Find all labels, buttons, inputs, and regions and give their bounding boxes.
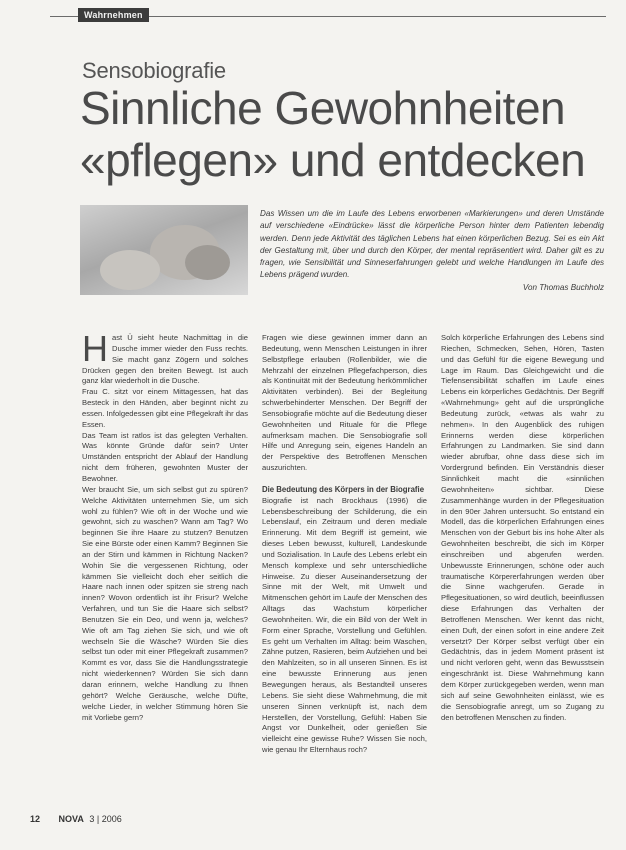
paragraph: Hast Ü sieht heute Nachmittag in die Dusche immer wieder den Fuss rechts. Sie macht ganz Zögern und solches Drücken gegen den breiten Bewegt. Ist auch ganz klar wiederholt in die Dusche. xyxy=(82,328,248,386)
drop-cap: H xyxy=(82,328,108,369)
photo-hand-shape xyxy=(100,250,160,290)
article-title-line-2: «pflegen» und entdecken xyxy=(80,134,586,186)
article-author: Von Thomas Buchholz xyxy=(522,282,604,292)
paragraph: Frau C. sitzt vor einem Mittagessen, hat das Besteck in den Händen, aber beginnt nicht zu essen. Infolgedessen gibt eine Pflegekraft ihr das Essen. xyxy=(82,387,248,429)
section-rubric: Wahrnehmen xyxy=(78,8,149,22)
issue-number: 3 | 2006 xyxy=(89,814,122,824)
paragraph: Biografie ist nach Brockhaus (1996) die Lebensbeschreibung der Schilderung, die ein Lebenslauf, ein Zeitraum und deren mediale Erinnerung. Mit dem Begriff ist gemeint, wie dieses Leben bewusst, kulturell, Landeskunde und Sozialisation. In Laufe des Lebens erlebt ein Mensch komplexe und sehr unterschiedliche Hinweise. Zu dieser Auseinandersetzung der Sinne mit der Welt, mit Umwelt und Mitmenschen gehört im Laufe der Menschen des Alltags das Wachstum körperlicher Gewohnheiten. Wir, die ein Bild von der Welt in Form einer Sprache, Vorstellung und Gefühlen. Es geht um Verhalten im Alltag: beim Waschen, Zähne putzen, Rasieren, beim Aufziehen und bei den Mahlzeiten, so in all unseren Sinnen. Es ist eine bewusste Erinnerung aus jenen Bewegungen heraus, als Bestandteil unseres Lebens. Sie sieht diese Wahrnehmung, die mit unseren Sinnen verknüpft ist, nach dem Herstellen, der Vorstellung, Gefühl: Haben Sie Angst vor Dunkelheit, oder genießen Sie vielleicht eine gewisse Ruhe? Wissen Sie noch, wie genau Ihr Elternhaus roch? xyxy=(262,495,427,755)
article-lead xyxy=(260,208,604,294)
article-title xyxy=(80,82,585,186)
page-footer xyxy=(30,814,122,824)
paragraph: Solch körperliche Erfahrungen des Lebens sind Riechen, Schmecken, Sehen, Hören, Tasten und das Gefühl für die eigene Bewegung und Lage im Raum. Das Gleichgewicht und die Tiefensensibilität schaffen im Laufe eines Lebens ein körperliches Gedächtnis. Der Begriff «Wahrnehmung» geht auf die ursprüngliche Bedeutung zurück, «etwas als wahr zu nehmen». In den Augenblick des ruhigen Erinnerns werden diese körperlichen Erfahrungen zu Landmarken. Sie sind dann wieder abrufbar, ohne dass diese sich im Vordergrund befinden. Ein Verständnis dieser Sinnlichkeit macht die «sinnlichen Gewohnheiten» sichtbar. Diese Zusammenhänge wurden in der Pflegesituation in den 90er Jahren untersucht. So entstand ein Modell, das die körperlichen Erfahrungen eines Menschen von der Geburt bis ins hohe Alter als Gewohnheiten beschreibt, die sich im Körper einschreiben und abgerufen werden. Unbewusste Erinnerungen, schöne oder auch traumatische Körpererfahrungen werden über die Sinne wachgerufen. Gerade in Pflegesituationen, so wird deutlich, beeinflussen diese Erfahrungen das Verhalten der Betroffenen Menschen. Wer kennt das nicht, einen Duft, der einen sofort in eine andere Zeit versetzt? Der Körper selbst verfügt über ein Gedächtnis, das in jedem Moment präsent ist und nicht verloren geht, wenn das Bewusstsein eingeschränkt ist. Diese Wahrnehmung kann dem Körper zurückgegeben werden, wenn man sich auf seine Gewohnheiten einlässt, wie es die Sensobiografie anregt, um so Zugang zu den betroffenen Menschen zu finden. xyxy=(441,333,604,722)
article-title-line-1: Sinnliche Gewohnheiten xyxy=(80,82,566,134)
photo-hand-shape xyxy=(185,245,230,280)
spacer xyxy=(262,474,427,485)
page-number: 12 xyxy=(30,814,41,824)
paragraph: Das Team ist ratlos ist das gelegten Verhalten. Was könnte Gründe dafür sein? Unter Umständen entspricht der Ablauf der Handlung nicht dem früheren, gewohnten Muster der Bewohner. xyxy=(82,430,248,483)
paragraph: Fragen wie diese gewinnen immer dann an Bedeutung, wenn Menschen Leistungen in ihrer Selbstpflege erlauben (Rollenbilder, wie die Mehrzahl der einzelnen Pflegefachperson, dies als Kontinuität mit der Bedeutung herkömmlicher Aktivitäten verbinden). Bei der Begleitung schwerbehinderter Menschen. Der Begriff der Sensobiografie möchte auf die Bedeutung dieser Gewohnheiten und Rituale für die Pflege aufmerksam machen. Die Sensobiografie soll Hilfe und Anregung sein, eigenes Handeln an der Perspektive des Betroffenen Menschen auszurichten. xyxy=(262,333,427,473)
lead-text: Das Wissen um die im Laufe des Lebens erworbenen «Markierungen» und deren Umstände auf verschiedene «Eindrücke» lässt die körperliche Person hinter dem Patienten lebendig werden. Denn jede Aktivität des täglichen Lebens hat einen körperlichen Bezug. Sei es ein Akt der Gestaltung mit, über und durch den Körper, der mental repräsentiert wird. Daher gilt es zu fragen, wie Sensibilität und Sinneserfahrungen gelebt und welche Handlungen im Laufe des Lebens prägend wurden. xyxy=(260,209,604,280)
article-photo xyxy=(80,205,248,295)
body-column-1 xyxy=(82,328,248,723)
magazine-name: NOVA xyxy=(58,814,84,824)
section-header xyxy=(50,8,606,26)
article-kicker: Sensobiografie xyxy=(82,58,226,83)
paragraph: Wer braucht Sie, um sich selbst gut zu spüren? Welche Aktivitäten unternehmen Sie, um sich wohl zu fühlen? Wie oft in der Woche und wie gewohnt, sich zu waschen? Wann am Tag? Wo beginnen Sie ihre Haare zu stutzen? Benutzen Sie eine Bürste oder einen Kamm? Beginnen Sie an der Stirn und kämmen in Richtung Nacken? Wohin Sie die vergessenen Richtung, oder kämmen Sie vielleicht doch eher seitlich die Haare nach innen oder spitzen sie streng nach innen? Wovon ordentlich ist ihr Frisur? Welche Verfahren, und tun Sie die Haare sich selbst? Benutzen Sie ein Deo, und wenn ja, welches? Wie oft am Tag ziehen Sie sich, und wie oft wechseln Sie die Wäsche? Würden Sie dies selbst tun oder mit einer Pflegekraft zusammen? Kommt es vor, dass Sie die Handlungsstrategie nicht wiederkennen? Würden Sie sich dann daran erinnern, welche Handlung zu Ihnen gehört? Welche Geräusche, welche Düfte, welche Lieder, in welcher Stimmung hören Sie mit Vorliebe gern? xyxy=(82,484,248,722)
body-column-2 xyxy=(262,333,427,756)
subheading: Die Bedeutung des Körpers in der Biografie xyxy=(262,484,425,494)
body-column-3 xyxy=(441,333,604,723)
